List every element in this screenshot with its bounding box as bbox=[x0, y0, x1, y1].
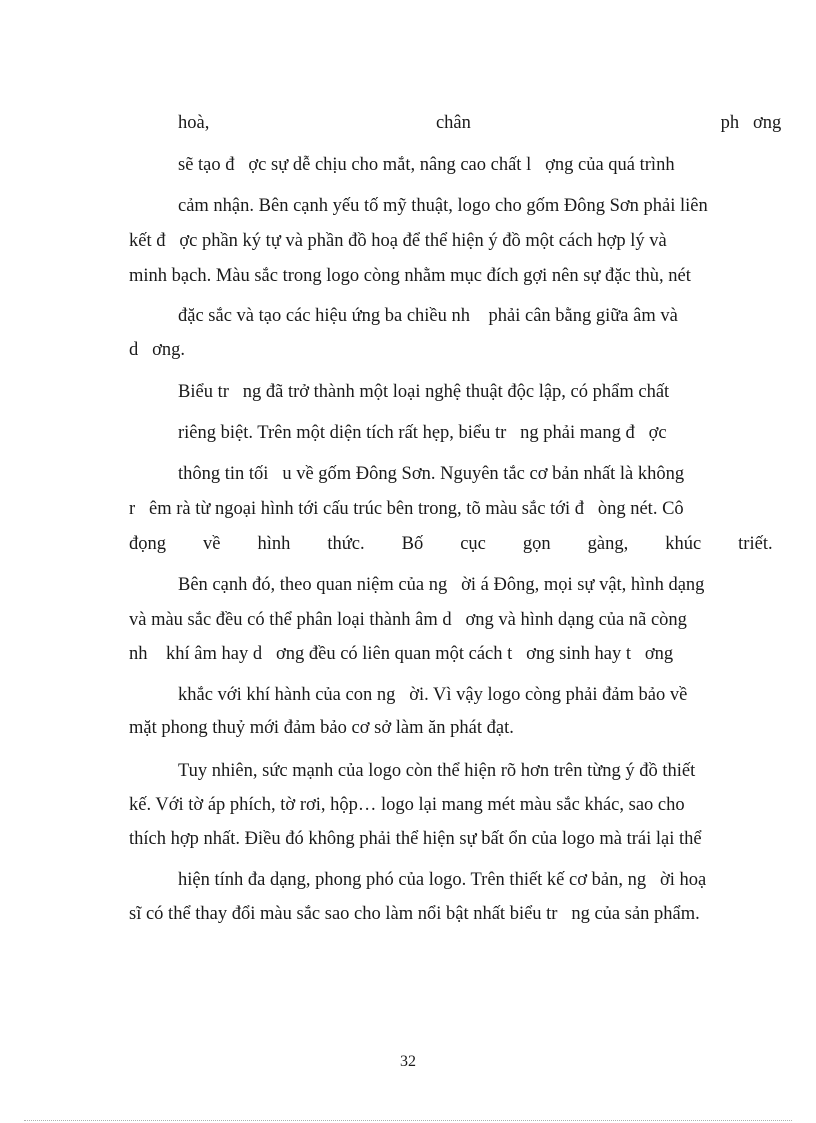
text-line: Biểu tr ng đã trở thành một loại nghệ thuật độc lập, có phẩm chất bbox=[178, 382, 670, 402]
text-line: riêng biệt. Trên một diện tích rất hẹp, biểu tr ng phải mang đ ợc bbox=[178, 423, 667, 443]
text-line: khắc với khí hành của con ng ời. Vì vậy logo còng phải đảm bảo về bbox=[178, 685, 688, 705]
text-line: sĩ có thể thay đổi màu sắc sao cho làm nổi bật nhất biểu tr ng của sản phẩm. bbox=[129, 904, 700, 924]
text-line: kết đ ợc phần ký tự và phần đồ hoạ để thể hiện ý đồ một cách hợp lý và bbox=[129, 231, 667, 251]
text-line: nh khí âm hay d ơng đều có liên quan một cách t ơng sinh hay t ơng bbox=[129, 644, 674, 664]
text-line: hiện tính đa dạng, phong phó của logo. Trên thiết kế cơ bản, ng ời hoạ bbox=[178, 870, 707, 890]
text-line: r êm rà từ ngoại hình tới cấu trúc bên trong, tõ màu sắc tới đ òng nét. Cô bbox=[129, 499, 684, 519]
text-line: d ơng. bbox=[129, 340, 186, 360]
text-line: sẽ tạo đ ợc sự dễ chịu cho mắt, nâng cao chất l ợng của quá trình bbox=[178, 155, 675, 175]
text-line: mặt phong thuỷ mới đảm bảo cơ sở làm ăn phát đạt. bbox=[129, 718, 514, 738]
text-line: thông tin tối u về gốm Đông Sơn. Nguyên tắc cơ bản nhất là không bbox=[178, 464, 685, 484]
bottom-dotted-rule bbox=[24, 1120, 792, 1121]
text-line: thích hợp nhất. Điều đó không phải thể hiện sự bất ổn của logo mà trái lại thể bbox=[129, 829, 702, 849]
text-line: và màu sắc đều có thể phân loại thành âm d ơng và hình dạng của nã còng bbox=[129, 610, 687, 630]
text-line: đặc sắc và tạo các hiệu ứng ba chiều nh phải cân bằng giữa âm và bbox=[178, 306, 678, 326]
text-line: Tuy nhiên, sức mạnh của logo còn thể hiện rõ hơn trên từng ý đồ thiết bbox=[178, 761, 696, 781]
text-line: hoà, chân ph ơng bbox=[178, 113, 782, 133]
text-line: kế. Với tờ áp phích, tờ rơi, hộp… logo lại mang mét màu sắc khác, sao cho bbox=[129, 795, 685, 815]
text-line: minh bạch. Màu sắc trong logo còng nhằm mục đích gợi nên sự đặc thù, nét bbox=[129, 266, 691, 286]
page-number: 32 bbox=[400, 1053, 416, 1070]
text-line: Bên cạnh đó, theo quan niệm của ng ời á Đông, mọi sự vật, hình dạng bbox=[178, 575, 705, 595]
text-line: cảm nhận. Bên cạnh yếu tố mỹ thuật, logo cho gốm Đông Sơn phải liên bbox=[178, 196, 708, 216]
text-line: đọng về hình thức. Bố cục gọn gàng, khúc triết. bbox=[129, 534, 773, 554]
